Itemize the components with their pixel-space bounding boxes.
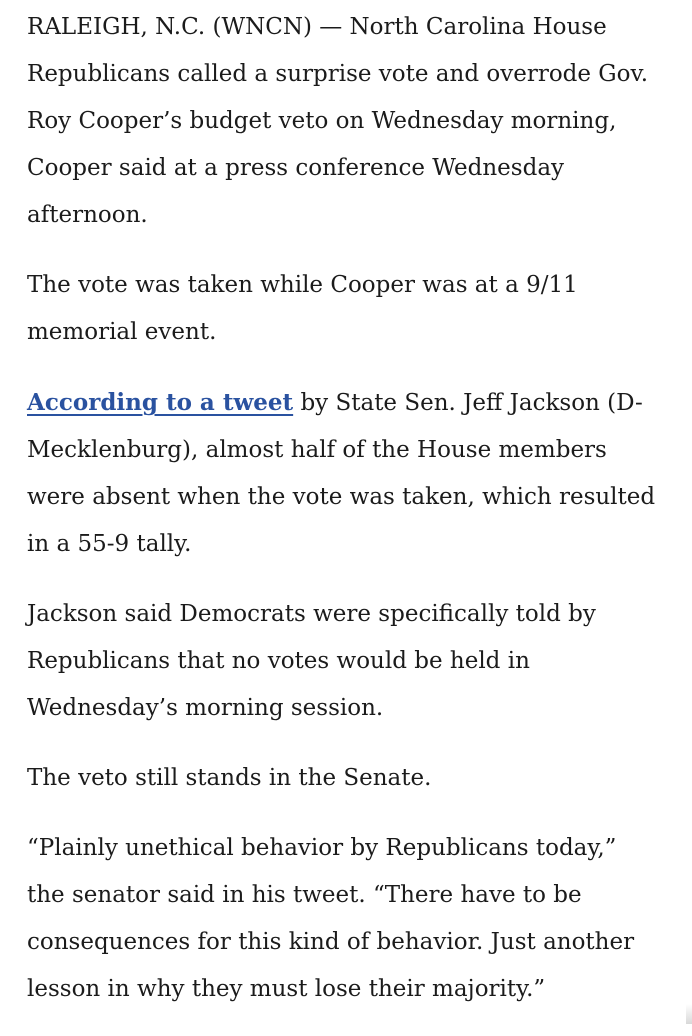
text-line: Republicans that no votes would be held in xyxy=(27,648,530,674)
text-line: memorial event. xyxy=(27,319,217,345)
text-line xyxy=(27,379,667,427)
paragraph-senate xyxy=(27,755,667,802)
text-line: Republicans called a surprise vote and overrode Gov. xyxy=(27,61,649,87)
text-line: The vote was taken while Cooper was at a 9/11 xyxy=(27,272,578,298)
text-line: Jackson said Democrats were specifically told by xyxy=(27,601,596,627)
text-line: RALEIGH, N.C. (WNCN) — North Carolina House xyxy=(27,14,607,40)
text-line: The veto still stands in the Senate. xyxy=(27,765,432,791)
text-line: Wednesday’s morning session. xyxy=(27,695,384,721)
text-line: consequences for this kind of behavior. Just another xyxy=(27,929,635,955)
text-line: Roy Cooper’s budget veto on Wednesday morning, xyxy=(27,108,617,134)
tweet-link[interactable]: According to a tweet xyxy=(27,389,294,416)
text-line: were absent when the vote was taken, which resulted xyxy=(27,484,656,510)
text-line: afternoon. xyxy=(27,202,148,228)
paragraph-lede xyxy=(27,4,667,239)
scroll-edge-shadow xyxy=(686,1004,692,1024)
text-line: Cooper said at a press conference Wednesday xyxy=(27,155,565,181)
paragraph-memorial xyxy=(27,262,667,356)
article-body xyxy=(27,4,667,1036)
paragraph-tweet-source xyxy=(27,379,667,568)
text-line: the senator said in his tweet. “There have to be xyxy=(27,882,582,908)
paragraph-quote xyxy=(27,825,667,1013)
text-fragment: by State Sen. Jeff Jackson (D- xyxy=(293,390,643,416)
text-line: Mecklenburg), almost half of the House members xyxy=(27,437,607,463)
paragraph-democrats xyxy=(27,591,667,732)
text-line: in a 55-9 tally. xyxy=(27,531,192,557)
text-line: “Plainly unethical behavior by Republicans today,” xyxy=(27,835,617,861)
text-line: lesson in why they must lose their majority.” xyxy=(27,976,546,1002)
